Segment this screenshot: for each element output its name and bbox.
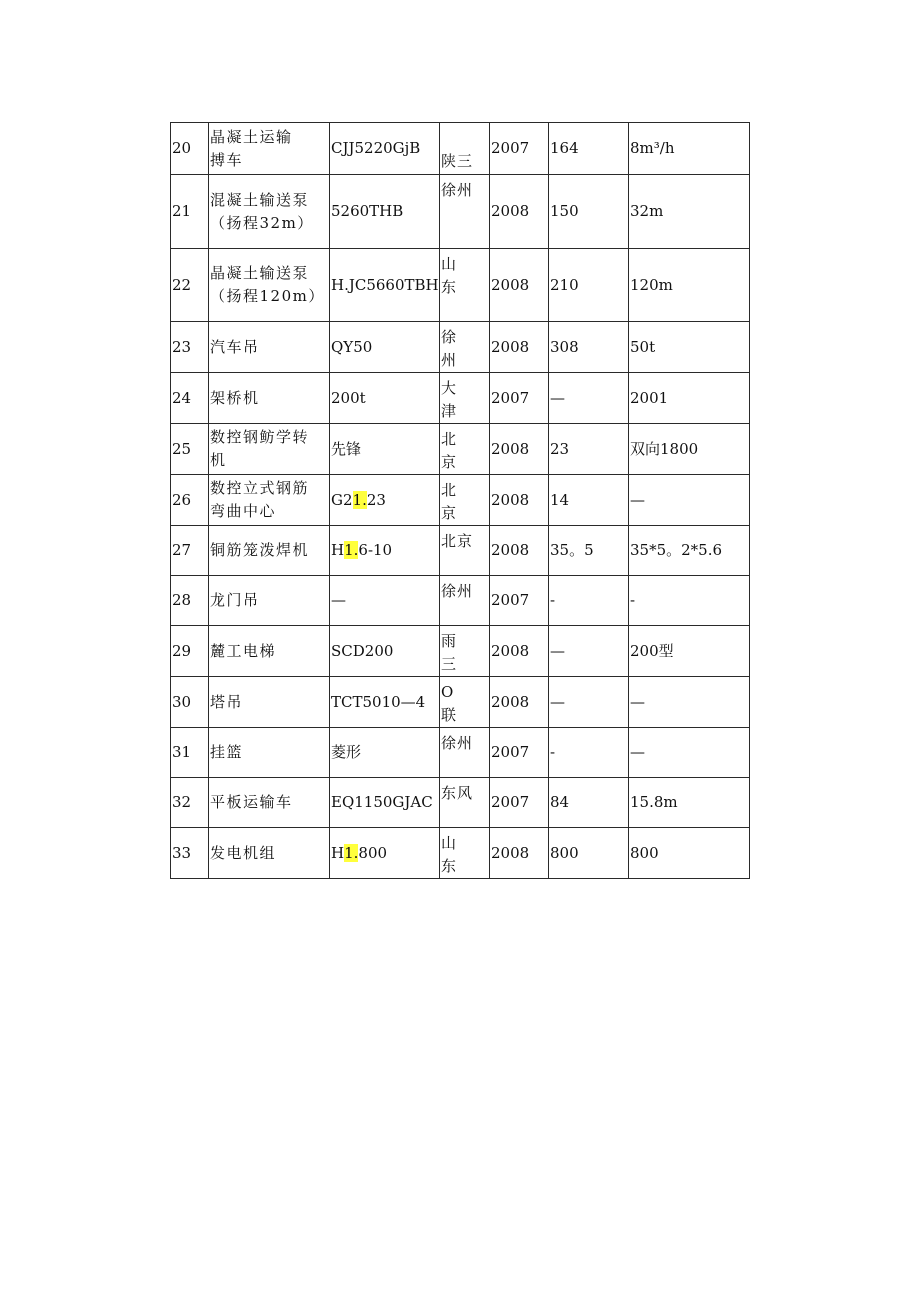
table-row <box>171 677 750 728</box>
cell-year: 2008 <box>490 828 549 879</box>
cell-power: — <box>549 677 629 728</box>
equipment-table-body <box>171 123 750 879</box>
cell-year: 2008 <box>490 526 549 576</box>
cell-name: 数控立式钢筋 弯曲中心 <box>209 475 330 526</box>
cell-model <box>330 828 440 879</box>
cell-no: 25 <box>171 424 209 475</box>
model-text: 23 <box>366 490 386 509</box>
cell-power: 23 <box>549 424 629 475</box>
cell-no: 26 <box>171 475 209 526</box>
equipment-table <box>170 122 750 879</box>
cell-model: EQ1150GJAC <box>330 778 440 828</box>
cell-no: 29 <box>171 626 209 677</box>
model-text: H <box>331 843 345 862</box>
cell-no: 21 <box>171 175 209 249</box>
cell-model: CJJ5220GjB <box>330 123 440 175</box>
cell-year: 2008 <box>490 322 549 373</box>
cell-no: 28 <box>171 576 209 626</box>
cell-power: 800 <box>549 828 629 879</box>
table-row <box>171 373 750 424</box>
cell-maker: O 联 <box>440 677 490 728</box>
cell-year: 2008 <box>490 626 549 677</box>
table-row <box>171 475 750 526</box>
table-row <box>171 175 750 249</box>
cell-model: 5260THB <box>330 175 440 249</box>
cell-maker: 大 津 <box>440 373 490 424</box>
cell-capacity: — <box>629 677 750 728</box>
highlighted-text: 1. <box>344 541 359 559</box>
table-row <box>171 626 750 677</box>
cell-maker: 北 京 <box>440 424 490 475</box>
cell-capacity: 800 <box>629 828 750 879</box>
cell-power: — <box>549 626 629 677</box>
model-text: 800 <box>358 843 388 862</box>
cell-year: 2008 <box>490 475 549 526</box>
cell-year: 2008 <box>490 249 549 322</box>
cell-no: 24 <box>171 373 209 424</box>
cell-capacity: 2001 <box>629 373 750 424</box>
cell-power: 210 <box>549 249 629 322</box>
cell-no: 31 <box>171 728 209 778</box>
model-text: G2 <box>331 490 353 509</box>
cell-maker: 徐州 <box>440 576 490 626</box>
cell-name: 挂篮 <box>209 728 330 778</box>
cell-no: 22 <box>171 249 209 322</box>
table-row <box>171 778 750 828</box>
cell-maker: 北 京 <box>440 475 490 526</box>
cell-capacity: 8m³/h <box>629 123 750 175</box>
cell-maker: 雨 三 <box>440 626 490 677</box>
cell-name: 龙门吊 <box>209 576 330 626</box>
cell-model: H.JC5660TBH <box>330 249 440 322</box>
cell-maker: 徐州 <box>440 728 490 778</box>
cell-power: 84 <box>549 778 629 828</box>
cell-name: 混凝土输送泵 （扬程32m） <box>209 175 330 249</box>
cell-capacity: — <box>629 728 750 778</box>
cell-capacity: 32m <box>629 175 750 249</box>
cell-name: 麓工电梯 <box>209 626 330 677</box>
cell-capacity: — <box>629 475 750 526</box>
cell-name: 数控钢鲂学转 机 <box>209 424 330 475</box>
cell-model: — <box>330 576 440 626</box>
cell-no: 30 <box>171 677 209 728</box>
cell-model: TCT5010—4 <box>330 677 440 728</box>
cell-maker: 徐 州 <box>440 322 490 373</box>
cell-model: 先锋 <box>330 424 440 475</box>
cell-maker: 山 东 <box>440 828 490 879</box>
cell-maker: 徐州 <box>440 175 490 249</box>
cell-name: 晶凝土输送泵 （扬程120m） <box>209 249 330 322</box>
highlighted-text: 1. <box>344 843 359 862</box>
cell-power: 14 <box>549 475 629 526</box>
table-row <box>171 424 750 475</box>
cell-power: 35。5 <box>549 526 629 576</box>
cell-maker: 山 东 <box>440 249 490 322</box>
cell-year: 2008 <box>490 677 549 728</box>
cell-year: 2008 <box>490 424 549 475</box>
cell-power: 150 <box>549 175 629 249</box>
cell-capacity: 双向1800 <box>629 424 750 475</box>
cell-no: 27 <box>171 526 209 576</box>
table-row <box>171 728 750 778</box>
table-row <box>171 123 750 175</box>
cell-model: SCD200 <box>330 626 440 677</box>
cell-name: 发电机组 <box>209 828 330 879</box>
cell-year: 2007 <box>490 123 549 175</box>
cell-year: 2007 <box>490 576 549 626</box>
cell-name: 晶凝土运输 搏车 <box>209 123 330 175</box>
cell-no: 20 <box>171 123 209 175</box>
cell-capacity: - <box>629 576 750 626</box>
model-text: H <box>331 541 345 559</box>
cell-maker: 北京 <box>440 526 490 576</box>
cell-maker: 东风 <box>440 778 490 828</box>
cell-year: 2007 <box>490 728 549 778</box>
cell-capacity: 15.8m <box>629 778 750 828</box>
table-row <box>171 828 750 879</box>
cell-power: 164 <box>549 123 629 175</box>
table-row <box>171 322 750 373</box>
cell-model <box>330 475 440 526</box>
table-row <box>171 576 750 626</box>
cell-power: - <box>549 728 629 778</box>
cell-power: 308 <box>549 322 629 373</box>
cell-capacity: 50t <box>629 322 750 373</box>
cell-model: 200t <box>330 373 440 424</box>
cell-year: 2007 <box>490 373 549 424</box>
cell-maker: 陕三 <box>440 123 490 175</box>
cell-capacity: 120m <box>629 249 750 322</box>
cell-model: 菱形 <box>330 728 440 778</box>
cell-power: - <box>549 576 629 626</box>
cell-model: QY50 <box>330 322 440 373</box>
table-row <box>171 526 750 576</box>
highlighted-text: 1. <box>352 490 367 509</box>
cell-name: 铜筋笼泼焊机 <box>209 526 330 576</box>
cell-year: 2007 <box>490 778 549 828</box>
cell-no: 23 <box>171 322 209 373</box>
cell-name: 塔吊 <box>209 677 330 728</box>
cell-capacity: 35*5。2*5.6 <box>629 526 750 576</box>
cell-power: — <box>549 373 629 424</box>
cell-no: 32 <box>171 778 209 828</box>
cell-capacity: 200型 <box>629 626 750 677</box>
table-row <box>171 249 750 322</box>
cell-no: 33 <box>171 828 209 879</box>
cell-name: 汽车吊 <box>209 322 330 373</box>
cell-name: 平板运输车 <box>209 778 330 828</box>
cell-year: 2008 <box>490 175 549 249</box>
cell-name: 架桥机 <box>209 373 330 424</box>
cell-model <box>330 526 440 576</box>
model-text: 6-10 <box>358 541 393 559</box>
